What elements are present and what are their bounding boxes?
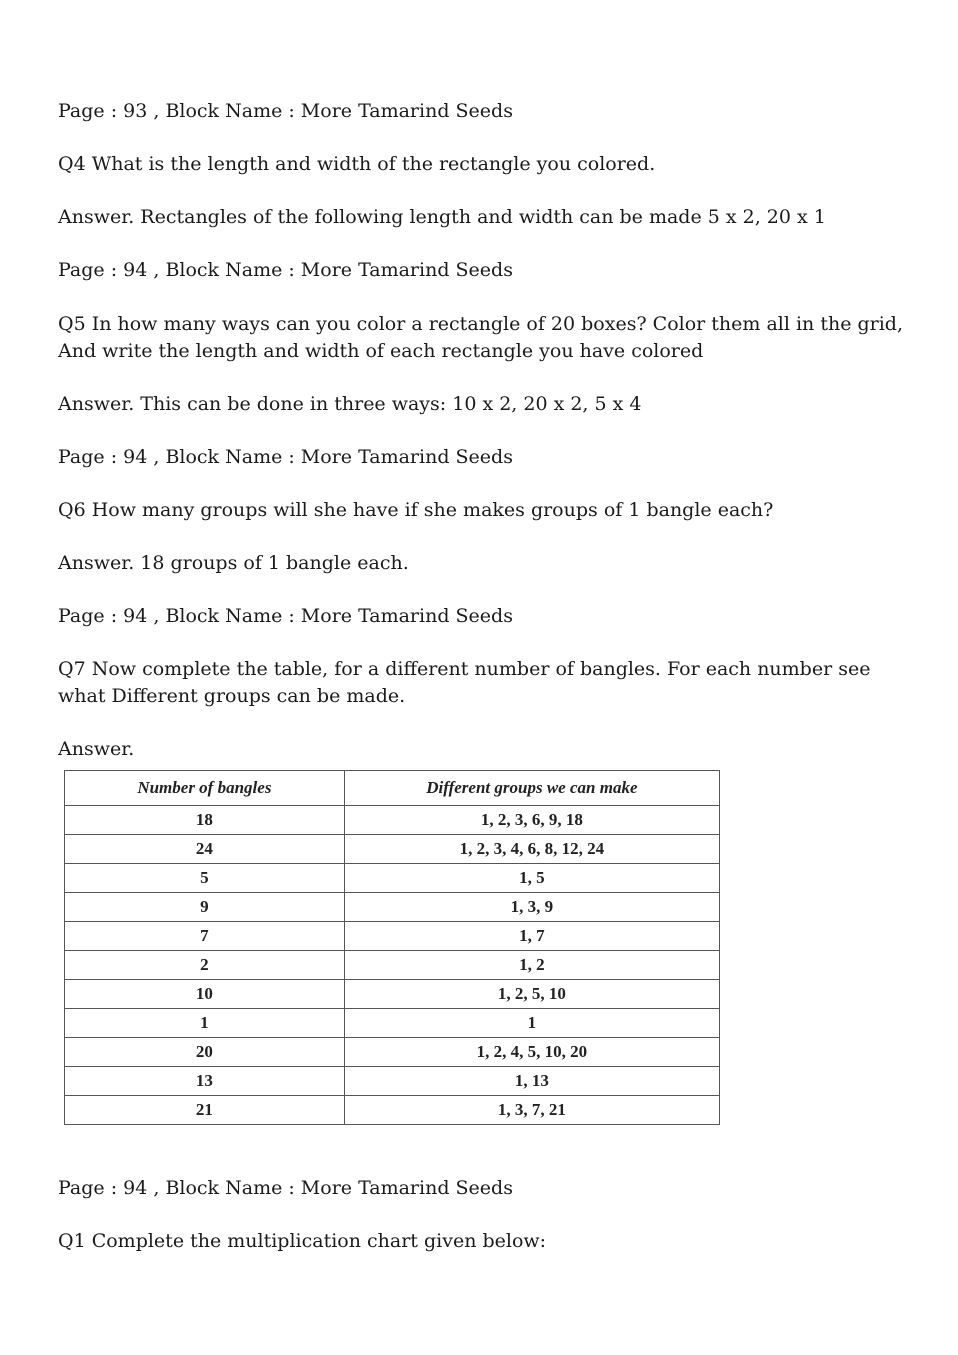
page-reference: Page : 93 , Block Name : More Tamarind Seeds	[58, 100, 513, 122]
question-q1: Q1 Complete the multiplication chart given below:	[58, 1230, 547, 1252]
cell-different-groups: 1	[344, 1009, 719, 1038]
question-q7: Q7 Now complete the table, for a different number of bangles. For each number see what Different groups can be made.	[58, 658, 871, 707]
cell-number-of-bangles: 1	[65, 1009, 345, 1038]
cell-different-groups: 1, 2, 4, 5, 10, 20	[344, 1038, 719, 1067]
column-header-number-of-bangles: Number of bangles	[65, 771, 345, 806]
cell-different-groups: 1, 3, 9	[344, 893, 719, 922]
page-reference: Page : 94 , Block Name : More Tamarind Seeds	[58, 446, 513, 468]
table-row	[65, 951, 720, 980]
answer-q7: Answer.	[58, 738, 135, 760]
page-reference: Page : 94 , Block Name : More Tamarind Seeds	[58, 605, 513, 627]
table-row	[65, 864, 720, 893]
cell-number-of-bangles: 5	[65, 864, 345, 893]
cell-number-of-bangles: 13	[65, 1067, 345, 1096]
cell-different-groups: 1, 3, 7, 21	[344, 1096, 719, 1125]
page-reference: Page : 94 , Block Name : More Tamarind Seeds	[58, 1177, 513, 1199]
table-row	[65, 1038, 720, 1067]
cell-number-of-bangles: 7	[65, 922, 345, 951]
cell-different-groups: 1, 5	[344, 864, 719, 893]
page-reference: Page : 94 , Block Name : More Tamarind Seeds	[58, 259, 513, 281]
question-q5: Q5 In how many ways can you color a rectangle of 20 boxes? Color them all in the grid, And write the length and width of each rectangle you have colored	[58, 313, 904, 362]
cell-number-of-bangles: 2	[65, 951, 345, 980]
answer-q4: Answer. Rectangles of the following length and width can be made 5 x 2, 20 x 1	[58, 206, 826, 228]
answer-q6: Answer. 18 groups of 1 bangle each.	[58, 552, 409, 574]
question-q4: Q4 What is the length and width of the rectangle you colored.	[58, 153, 656, 175]
cell-number-of-bangles: 24	[65, 835, 345, 864]
cell-different-groups: 1, 2	[344, 951, 719, 980]
question-q6: Q6 How many groups will she have if she makes groups of 1 bangle each?	[58, 499, 774, 521]
table-row	[65, 1096, 720, 1125]
table-row	[65, 922, 720, 951]
column-header-different-groups: Different groups we can make	[344, 771, 719, 806]
table-row	[65, 806, 720, 835]
table-row	[65, 893, 720, 922]
cell-number-of-bangles: 10	[65, 980, 345, 1009]
table-row	[65, 1009, 720, 1038]
cell-different-groups: 1, 13	[344, 1067, 719, 1096]
cell-number-of-bangles: 20	[65, 1038, 345, 1067]
table-row	[65, 980, 720, 1009]
table-row	[65, 835, 720, 864]
table-row	[65, 1067, 720, 1096]
cell-different-groups: 1, 7	[344, 922, 719, 951]
cell-different-groups: 1, 2, 3, 4, 6, 8, 12, 24	[344, 835, 719, 864]
answer-q5: Answer. This can be done in three ways: 10 x 2, 20 x 2, 5 x 4	[58, 393, 642, 415]
table-body	[65, 806, 720, 1125]
bangles-table	[64, 770, 720, 1125]
cell-different-groups: 1, 2, 5, 10	[344, 980, 719, 1009]
cell-number-of-bangles: 18	[65, 806, 345, 835]
cell-different-groups: 1, 2, 3, 6, 9, 18	[344, 806, 719, 835]
cell-number-of-bangles: 21	[65, 1096, 345, 1125]
bangles-table-container	[64, 770, 720, 1125]
table-header-row	[65, 771, 720, 806]
cell-number-of-bangles: 9	[65, 893, 345, 922]
